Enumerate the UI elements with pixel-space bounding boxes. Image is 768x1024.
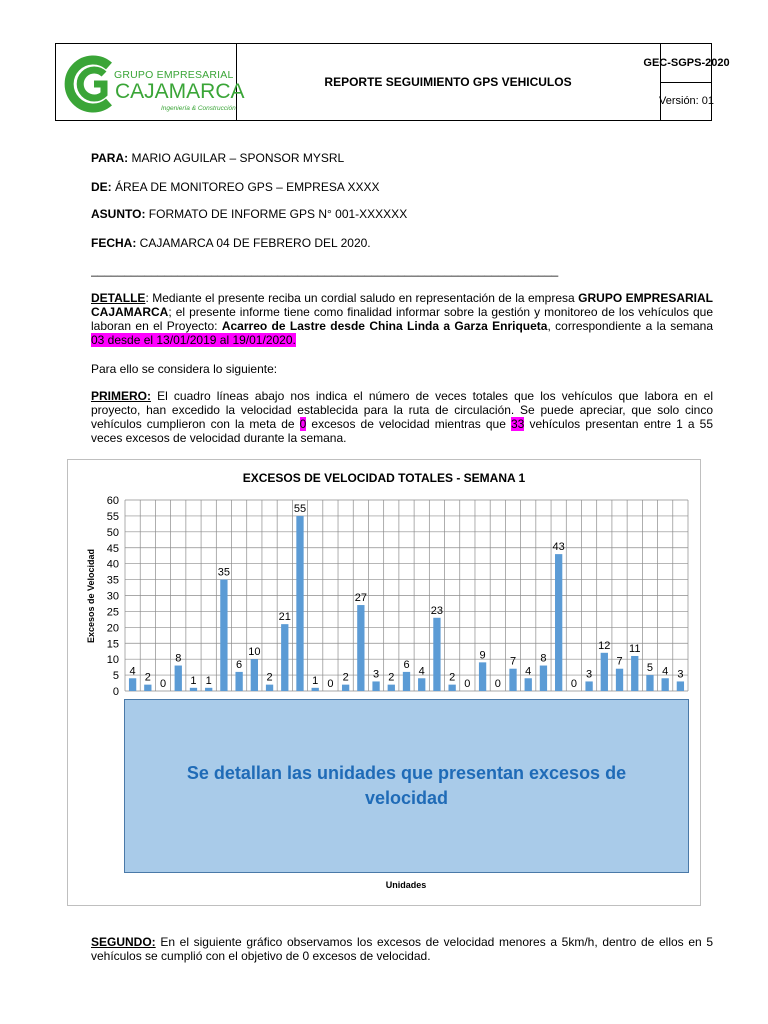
bar-value-label: 4 — [129, 665, 136, 678]
bar-value-label: 1 — [312, 674, 319, 687]
primero-paragraph — [91, 389, 713, 445]
segundo-paragraph — [91, 935, 713, 963]
chart-y-label: Excesos de Velocidad — [86, 548, 96, 644]
bar-value-label: 2 — [342, 671, 349, 684]
y-tick-label: 20 — [106, 622, 119, 635]
y-tick-label: 60 — [106, 495, 119, 507]
bar-value-label: 7 — [509, 655, 517, 668]
detalle-text3: , correspondiente a la semana — [547, 319, 713, 333]
primero-label: PRIMERO: — [91, 389, 151, 403]
y-tick-label: 45 — [106, 542, 119, 555]
asunto-label: ASUNTO: — [91, 207, 146, 221]
bar-value-label: 6 — [236, 658, 243, 671]
y-tick-label: 0 — [112, 686, 119, 698]
chart-overlay-note — [124, 699, 689, 873]
memo-de — [91, 180, 713, 194]
primero-zero-highlight: 0 — [299, 417, 307, 431]
bar-value-label: 8 — [540, 652, 547, 665]
bar-value-label: 0 — [464, 678, 471, 690]
bar-value-label: 0 — [159, 678, 167, 690]
fecha-value: CAJAMARCA 04 DE FEBRERO DEL 2020. — [136, 236, 371, 250]
bar-value-label: 11 — [629, 642, 641, 655]
document-code — [643, 44, 730, 83]
bar-value-label: 1 — [205, 674, 212, 687]
y-tick-label: 40 — [106, 558, 119, 571]
y-tick-label: 55 — [106, 510, 119, 523]
logo-line1: GRUPO EMPRESARIAL — [114, 69, 234, 81]
bar-value-label: 7 — [616, 655, 623, 668]
memo-para — [91, 151, 713, 165]
bar-value-label: 1 — [190, 674, 197, 687]
bar-value-label: 10 — [248, 646, 261, 659]
bar-value-label: 9 — [479, 649, 486, 662]
bar-value-label: 4 — [418, 665, 425, 678]
bar-value-label: 2 — [449, 671, 456, 684]
de-label: DE: — [91, 180, 112, 194]
para-label: PARA: — [91, 151, 129, 165]
y-tick-label: 25 — [106, 606, 119, 619]
detalle-paragraph — [91, 291, 713, 347]
bar-value-label: 3 — [677, 668, 684, 681]
detalle-label: DETALLE — [91, 291, 146, 305]
document-version-text: Versión: 01 — [658, 95, 715, 107]
fecha-label: FECHA: — [91, 236, 137, 250]
company-logo — [56, 44, 245, 120]
consider-line: Para ello se considera lo siguiente: — [91, 362, 278, 376]
separator-line: ______________________________________________________________________ — [91, 263, 559, 277]
chart-title: EXCESOS DE VELOCIDAD TOTALES - SEMANA 1 — [242, 471, 526, 485]
asunto-value: FORMATO DE INFORME GPS N° 001-XXXXXX — [145, 207, 408, 221]
bar-value-label: 0 — [494, 678, 501, 690]
logo-mark-icon — [60, 52, 120, 116]
bar-value-label: 23 — [430, 604, 444, 617]
detalle-text1: : Mediante el presente reciba un cordial saludo en representación de la empresa — [145, 291, 579, 305]
segundo-label: SEGUNDO: — [91, 935, 156, 949]
bar-value-label: 2 — [266, 671, 273, 684]
bar-value-label: 2 — [388, 671, 395, 684]
bar-value-label: 5 — [646, 662, 654, 675]
overlay-text: Se detallan las unidades que presentan excesos de velocidad — [186, 763, 627, 808]
y-tick-label: 35 — [106, 574, 119, 587]
bar-value-label: 55 — [293, 502, 307, 515]
primero-text2: excesos de velocidad mientras que — [306, 417, 511, 431]
bar-value-label: 0 — [570, 678, 577, 690]
document-code-text: GEC-SGPS-2020 — [643, 57, 730, 69]
bar-value-label: 6 — [403, 658, 410, 671]
bar-value-label: 43 — [552, 541, 565, 554]
memo-fecha — [91, 236, 713, 250]
primero-count-highlight: 33 — [511, 417, 525, 431]
detalle-company: GRUPO EMPRESARIAL CAJAMARCA — [91, 291, 713, 319]
bar-value-label: 2 — [144, 671, 151, 684]
bar-value-label: 0 — [327, 678, 334, 690]
document-header — [55, 43, 730, 121]
bar-value-label: 12 — [598, 639, 611, 652]
memo-asunto — [91, 207, 713, 221]
bar-value-label: 3 — [373, 668, 380, 681]
detalle-week-highlight: 03 desde el 13/01/2019 al 19/01/2020. — [91, 333, 296, 347]
y-tick-label: 10 — [106, 654, 119, 667]
logo-line2: CAJAMARCA — [115, 80, 245, 103]
bar-value-label: 3 — [586, 668, 593, 681]
y-tick-label: 5 — [112, 670, 119, 683]
bar-value-label: 4 — [662, 665, 669, 678]
y-tick-label: 50 — [106, 526, 119, 539]
detalle-text2: ; el presente informe tiene como finalidad informar sobre la gestión y monitoreo de los vehículos que laboran en el Proyecto: — [91, 305, 713, 333]
detalle-project: Acarreo de Lastre desde China Linda a Garza Enriqueta — [221, 319, 548, 333]
y-tick-label: 15 — [106, 638, 119, 651]
bar-value-label: 27 — [354, 592, 367, 605]
logo-line3: Ingeniería & Construcción — [161, 105, 236, 112]
chart-x-label: Unidades — [385, 880, 427, 890]
bar-value-label: 21 — [278, 611, 291, 624]
primero-text3: vehículos presentan entre 1 a 55 veces excesos de velocidad durante la semana. — [91, 417, 714, 445]
document-version — [658, 82, 715, 120]
de-value: ÁREA DE MONITOREO GPS – EMPRESA XXXX — [111, 180, 380, 194]
y-tick-label: 30 — [106, 590, 119, 603]
bar-value-label: 35 — [217, 566, 231, 579]
segundo-text: En el siguiente gráfico observamos los excesos de velocidad menores a 5km/h, dentro de ellos en 5 vehículos se cumplió con el objetivo de 0 excesos de velocidad. — [91, 935, 713, 963]
bar-value-label: 8 — [175, 652, 182, 665]
report-title: REPORTE SEGUIMIENTO GPS VEHICULOS — [324, 75, 572, 89]
para-value: MARIO AGUILAR – SPONSOR MYSRL — [128, 151, 345, 165]
primero-text1: El cuadro líneas abajo nos indica el número de veces totales que los vehículos que labora en el proyecto, han excedido la velocidad establecida para la ruta de circulación. Se puede apreciar, que solo cinco vehículos cumplieron con la meta de — [91, 389, 713, 431]
bar-value-label: 4 — [525, 665, 532, 678]
